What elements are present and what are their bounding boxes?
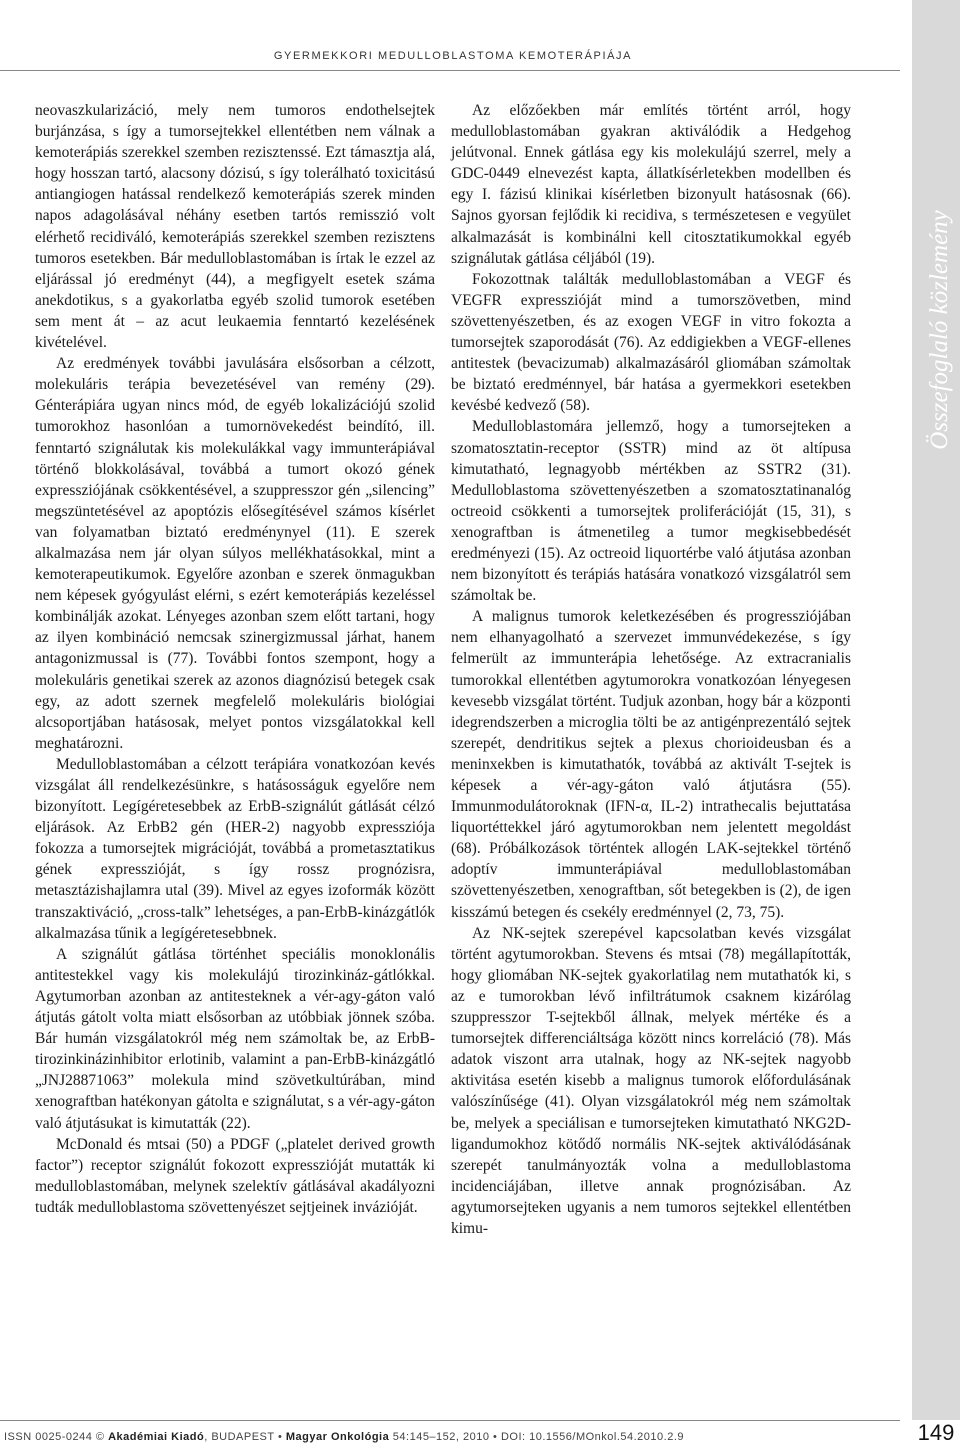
header-rule (0, 70, 900, 71)
right-column (451, 100, 851, 1239)
paragraph: Fokozottnak találták medulloblastomában a VEGF és VEGFR expresszióját mind a tumorszövetben, mind szövettenyészetben, és az exogen VEGF in vitro fokozta a tumorsejtek szaporodását (76). Az eddigiekben a VEGF-ellenes antitestek (bevacizumab) alkalmazásáról gliomában számoltak be biztató eredménnyel, bár hatása a gyermekkori esetekben kevésbé kedvező (58). (451, 270, 851, 415)
page-number: 149 (917, 1420, 955, 1445)
running-head: GYERMEKKORI MEDULLOBLASTOMA KEMOTERÁPIÁJA (273, 50, 633, 62)
footer-publisher: Akadémiai Kiadó (108, 1431, 205, 1443)
section-label (920, 180, 960, 480)
footer-rule (0, 1420, 900, 1421)
footer-issn: ISSN 0025-0244 © (4, 1431, 109, 1443)
paragraph: Medulloblastomában a célzott terápiára vonatkozóan kevés vizsgálat áll rendelkezésünkre, s hatásosságuk egyelőre nem bizonyított. Legígéretesebbek az ErbB-szignálút gátlását célzó eljárások. Az ErbB2 gén (HER-2) nagyobb expressziója fokozza a tumorsejtek migrációját, továbbá a prometasztatikus gének expresszióját, s így rossz prognózisra, metasztázishajlamra utal (39). Mivel az egyes izoformák között transzaktiváció, „cross-talk” lehetséges, a pan-ErbB-kinázgátlók alkalmazása tűnik a legígéretesebbnek. (35, 755, 435, 942)
section-label-text: Összefoglaló közlemény (926, 210, 954, 450)
paragraph: Az NK-sejtek szerepével kapcsolatban kevés vizsgálat történt agytumorokban. Stevens és mtsai (78) megállapították, hogy gliomában NK-sejtek gyakorlatilag nem mutathatók ki, s az e tumorokban lévő infiltrátumok csaknem kizárólag szuppresszor T-sejtekből állnak, melyek mértéke és a tumorsejtek differenciáltsága között nincs korreláció (78). Más adatok viszont arra utalnak, hogy az NK-sejtek nagyobb aktivitása esetén kisebb a malignus tumorok előfordulásának valószínűsége (41). Olyan vizsgálatokról még nem számoltak be, melyek a speciálisan e tumorsejteken kimutatható NKG2D-ligandumokhoz kötődő normális NK-sejtek aktiválódásának szerepét tanulmányozták volna a medulloblastoma incidenciájában, illetve annak prognózisában. Az agytumorsejteken ugyanis a nem tumoros sejtekkel ellentétben kimu- (451, 924, 851, 1237)
paragraph: Az előzőekben már említés történt arról, hogy medulloblastomában gyakran aktiválódik a Hedgehog jelútvonal. Ennek gátlása egy kis molekulájú szerrel, mely a GDC-0449 elnevezést kapta, állatkísérletekben modellben és egy I. fázisú klinikai kísérletben bizonyult hatásosnak (66). Sajnos gyorsan fejlődik ki recidiva, s természetesen e vegyület alkalmazását is kombinálni kell citosztatikumokkal egyéb szignálutak gátlása céljából (19). (451, 102, 851, 267)
paragraph: McDonald és mtsai (50) a PDGF („platelet derived growth factor”) receptor szignálút fokozott expresszióját mutatták ki medulloblastomában, melynek szelektív gátlásával akadályozni tudták medulloblastoma szövettenyészet sejtjeinek invázióját. (35, 1135, 435, 1216)
paragraph: A malignus tumorok keletkezésében és progressziójában nem elhanyagolható a szervezet immunvédekezése, s így felmerült az immunterápia lehetősége. Az extracranialis tumorokkal ellentétben agytumorokra vonatkozóan lényegesen kevesebb vizsgálat történt. Tudjuk azonban, hogy bár a központi idegrendszerben a microglia tölti be az antigénprezentáló sejtek szerepét, dendritikus sejtek a plexus chorioideusban és a meninxekben is kimutathatók, továbbá az aktivált T-sejtek is képesek a vér-agy-gáton való átjutásra (55). Immunmodulátoroknak (IFN-α, IL-2) intrathecalis bejuttatása liquortéttekkel járó agytumorokban nem jelentett megoldást (68). Próbálkozások történtek allogén LAK-sejtekkel történő adoptív immunterápiával medulloblastomában szövettenyészetben, xenograftban, sőt betegekben is (2), de igen kisszámú betegen és csekély eredménnyel (2, 73, 75). (451, 608, 851, 921)
paragraph: neovaszkularizáció, mely nem tumoros endothelsejtek burjánzása, s így a tumorsejtekkel ellentétben nem válnak a kemoterápiás szerekkel szemben rezisztenssé. Ezt támasztja alá, hogy hosszan tartó, alacsony dózisú, s így tolerálható toxicitású antiangiogen hatással rendelkező kemoterápiás szerek minden napos adagolásával néhány esetben tartós remisszió volt elérhető recidiváló, kemoterápiás szerekkel szemben rezisztens tumoros esetekben. Bár medulloblastomában is írtak le ezzel az eljárással jó eredményt (44), a megfigyelt esetek száma anekdotikus, s a gyakorlatba egyéb szolid tumorok esetében sem ment át – az acut leukaemia fenntartó kezelésének kivételével. (35, 102, 435, 352)
paragraph: Az eredmények további javulására elsősorban a célzott, molekuláris terápia bevezetésével van remény (29). Génterápiára ugyan nincs mód, de egyéb lokalizációjú szolid tumorokhoz hasonlóan a tumornövekedést beindító, ill. fenntartó szignálutak kis molekulákkal vagy immunterápiával történő blokkolásával, továbbá a tumort okozó gének expressziójának csökkentésével, a szuppresszor gén „silencing” megszüntetésével az apoptózis elősegítésével számos kísérlet van folyamatban biztató eredménynyel (11). E szerek alkalmazása nem jár olyan súlyos mellékhatásokkal, mint a kemoterapeutikumok. Egyelőre azonban e szerek önmagukban nem képesek gyógyulást elérni, s ezért kemoterápiás kezeléssel kombinálják azokat. Lényeges azonban szem előtt tartani, hogy az ilyen kombináció nemcsak szinergizmussal járhat, hanem antagonizmussal is (77). További fontos szempont, hogy a molekuláris genetikai szerek az azonos diagnózisú betegek csak egy, az adott szernek megfelelő molekuláris biológiai alcsoportjában hatásosak, melyet pontos vizsgálatokkal kell meghatározni. (35, 355, 435, 752)
paragraph: A szignálút gátlása történhet speciális monoklonális antitestekkel vagy kis molekulájú tirozinkináz-gátlókkal. Agytumorban azonban az antitesteknek a vér-agy-gáton való átjutás gátolt volta miatt elsősorban az utóbbiak jönnek szóba. Bár humán vizsgálatokról még nem számoltak be, az ErbB-tirozinkinázinhibitor erlotinib, valamint a pan-ErbB-kinázgátló „JNJ28871063” molekula mind szövetkultúrában, mind xenograftban hatékonyan gátolta e szignálutat, s a vér-agy-gáton való átjutásukat is kimutatták (22). (35, 945, 435, 1132)
footer-doi: 54:145–152, 2010 • DOI: 10.1556/MOnkol.54.2010.2.9 (389, 1431, 685, 1443)
left-column (35, 100, 435, 1218)
paragraph: Medulloblastomára jellemző, hogy a tumorsejteken a szomatosztatin-receptor (SSTR) mind az öt altípusa kimutatható, legnagyobb mértékben az SSTR2 (31). Medulloblastoma szövettenyészetben a szomatosztatinanalóg octreoid csökkenti a tumorsejtek proliferációját (15, 31), s xenograftban is átmenetileg a tumor megkisebbedését eredményezi (15). Az octreoid liquortérbe való átjutása azonban nem bizonyított és terápiás hatására vonatkozó vizsgálatról sem számoltak be. (451, 418, 851, 605)
footer-journal: Magyar Onkológia (285, 1431, 390, 1443)
footer-city: , BUDAPEST • (204, 1431, 286, 1443)
footer-citation (4, 1431, 884, 1443)
